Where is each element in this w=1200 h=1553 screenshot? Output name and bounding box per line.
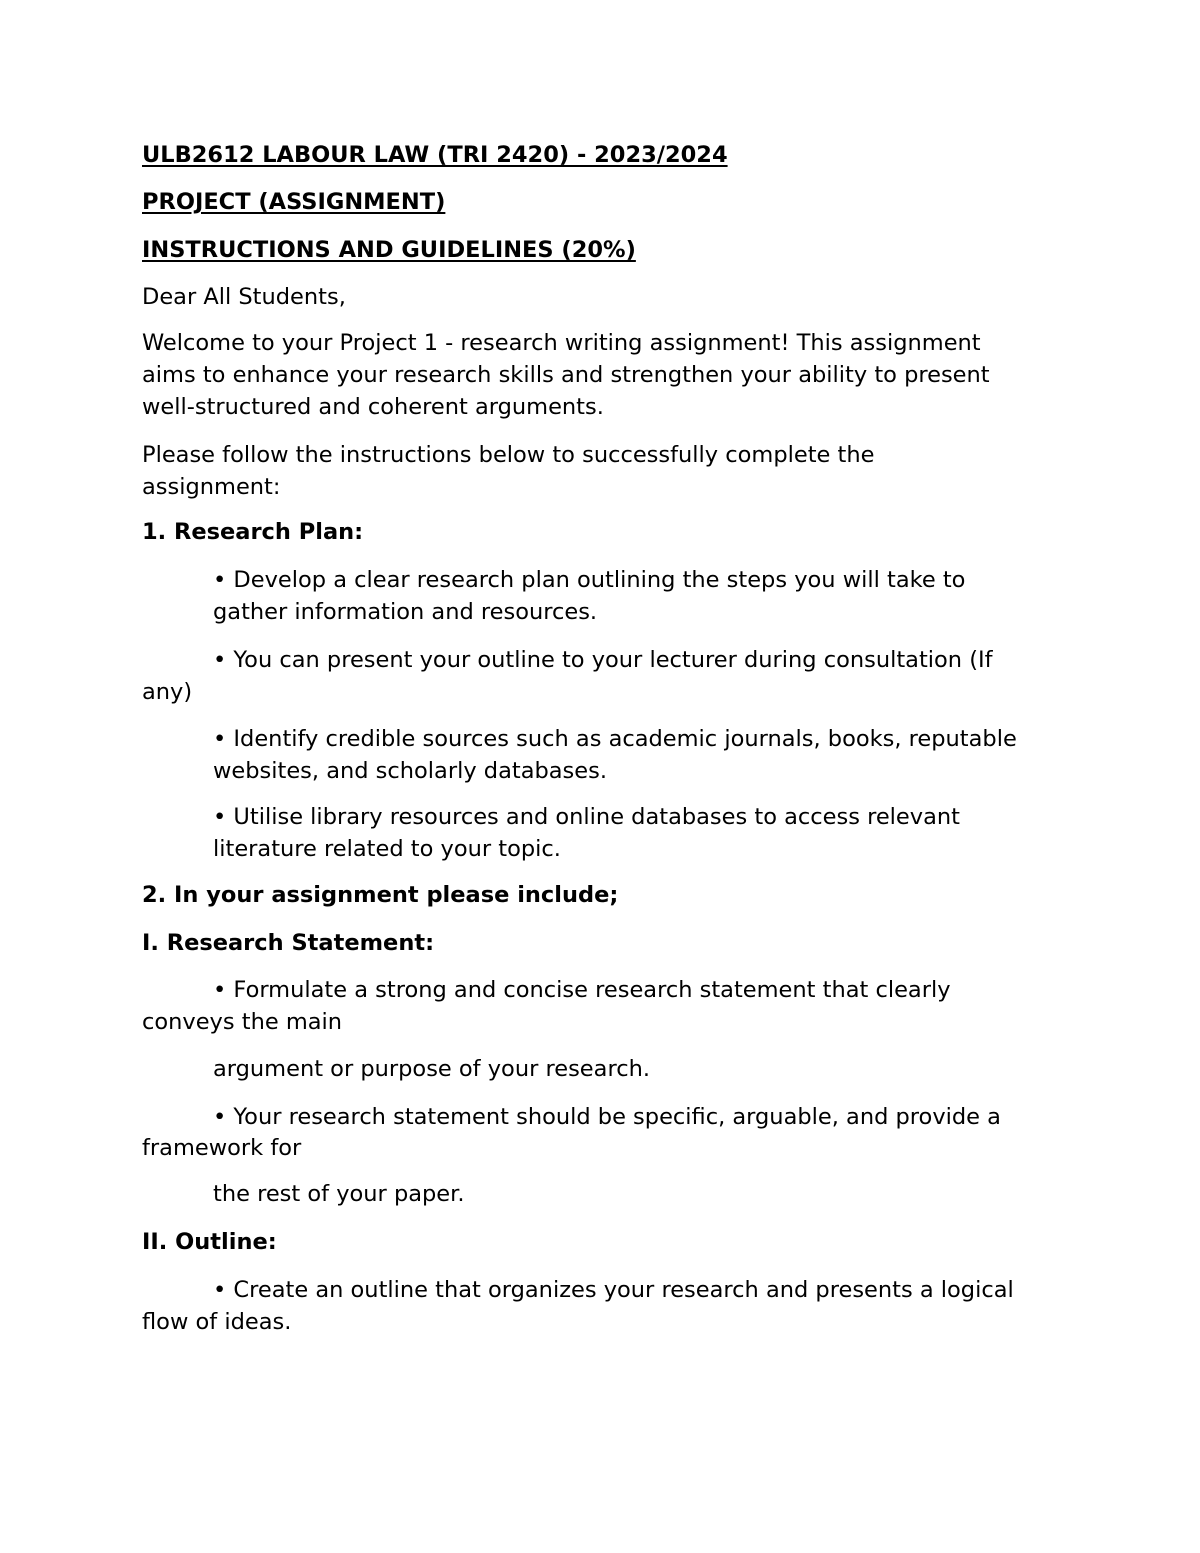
bullet-continuation: literature related to your topic. xyxy=(213,836,561,862)
bullet-continuation: websites, and scholarly databases. xyxy=(213,758,607,784)
bullet-continuation: gather information and resources. xyxy=(213,599,598,625)
research-statement-heading: I. Research Statement: xyxy=(142,930,435,956)
indented-line: argument or purpose of your research. xyxy=(213,1056,650,1082)
bullet-continuation: conveys the main xyxy=(142,1009,343,1035)
bullet-continuation: flow of ideas. xyxy=(142,1309,292,1335)
follow-line: Please follow the instructions below to successfully complete the xyxy=(142,442,875,468)
bullet-item: • Identify credible sources such as academic journals, books, reputable xyxy=(213,726,1017,752)
salutation: Dear All Students, xyxy=(142,284,346,310)
bullet-item: • You can present your outline to your lecturer during consultation (If xyxy=(213,647,993,673)
bullet-item: • Create an outline that organizes your research and presents a logical xyxy=(213,1277,1014,1303)
bullet-item: • Formulate a strong and concise research statement that clearly xyxy=(213,977,951,1003)
section2-heading: 2. In your assignment please include; xyxy=(142,882,619,908)
intro-line: aims to enhance your research skills and strengthen your ability to present xyxy=(142,362,990,388)
intro-line: well-structured and coherent arguments. xyxy=(142,394,604,420)
bullet-continuation: any) xyxy=(142,679,193,705)
bullet-item: • Utilise library resources and online databases to access relevant xyxy=(213,804,960,830)
project-title: PROJECT (ASSIGNMENT) xyxy=(142,189,446,215)
bullet-item: • Develop a clear research plan outlining the steps you will take to xyxy=(213,567,966,593)
intro-line: Welcome to your Project 1 - research writing assignment! This assignment xyxy=(142,330,981,356)
bullet-item: • Your research statement should be specific, arguable, and provide a xyxy=(213,1104,1001,1130)
course-title: ULB2612 LABOUR LAW (TRI 2420) - 2023/2024 xyxy=(142,142,728,168)
instructions-title: INSTRUCTIONS AND GUIDELINES (20%) xyxy=(142,237,636,263)
indented-line: the rest of your paper. xyxy=(213,1181,465,1207)
section1-heading: 1. Research Plan: xyxy=(142,519,364,545)
bullet-continuation: framework for xyxy=(142,1135,302,1161)
follow-line: assignment: xyxy=(142,474,281,500)
outline-heading: II. Outline: xyxy=(142,1229,277,1255)
